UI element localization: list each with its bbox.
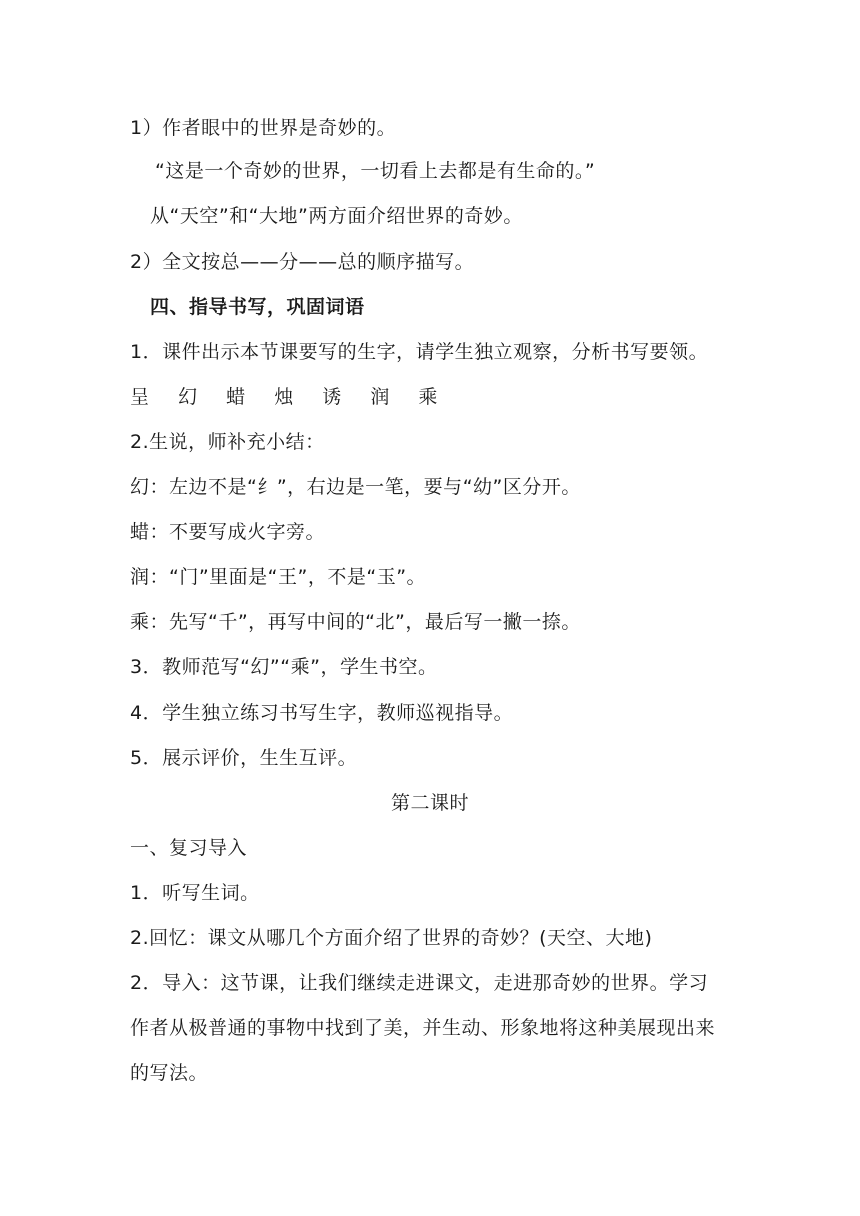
lesson-title: 第二课时 <box>390 792 469 814</box>
quote-line: “这是一个奇妙的世界，一切看上去都是有生命的。” <box>155 160 596 182</box>
text-line: 从“天空”和“大地”两方面介绍世界的奇妙。 <box>150 205 523 227</box>
text-line: 2．导入：这节课，让我们继续走进课文，走进那奇妙的世界。学习 <box>130 972 709 994</box>
character-item: 润 <box>370 386 390 408</box>
text-line: 蜡：不要写成火字旁。 <box>130 521 326 543</box>
text-line: 3．教师范写“幻”“乘”，学生书空。 <box>130 656 438 678</box>
text-line: 4．学生独立练习书写生字，教师巡视指导。 <box>130 702 514 724</box>
text-line: 2.生说，师补充小结： <box>130 431 325 453</box>
text-line: 幻：左边不是“纟”，右边是一笔，要与“幼”区分开。 <box>130 476 581 498</box>
text-line: 1）作者眼中的世界是奇妙的。 <box>130 117 397 139</box>
character-list <box>130 384 740 410</box>
text-line: 1．听写生词。 <box>130 882 260 904</box>
character-item: 烛 <box>274 386 294 408</box>
section-heading: 四、指导书写，巩固词语 <box>150 296 365 318</box>
text-line: 2.回忆：课文从哪几个方面介绍了世界的奇妙？(天空、大地) <box>130 927 653 949</box>
character-item: 蜡 <box>226 386 246 408</box>
text-line: 乘：先写“千”，再写中间的“北”，最后写一撇一捺。 <box>130 611 581 633</box>
character-item: 诱 <box>322 386 342 408</box>
text-line: 1．课件出示本节课要写的生字，请学生独立观察，分析书写要领。 <box>130 341 709 363</box>
text-line: 润：“门”里面是“王”，不是“玉”。 <box>130 566 427 588</box>
character-item: 乘 <box>418 386 438 408</box>
character-item: 呈 <box>130 386 150 408</box>
section-heading: 一、复习导入 <box>130 837 248 859</box>
text-line: 作者从极普通的事物中找到了美，并生动、形象地将这种美展现出来 <box>130 1017 716 1039</box>
text-line: 5．展示评价，生生互评。 <box>130 747 358 769</box>
character-item: 幻 <box>178 386 198 408</box>
text-line: 2）全文按总——分——总的顺序描写。 <box>130 251 475 273</box>
text-line: 的写法。 <box>130 1062 209 1084</box>
